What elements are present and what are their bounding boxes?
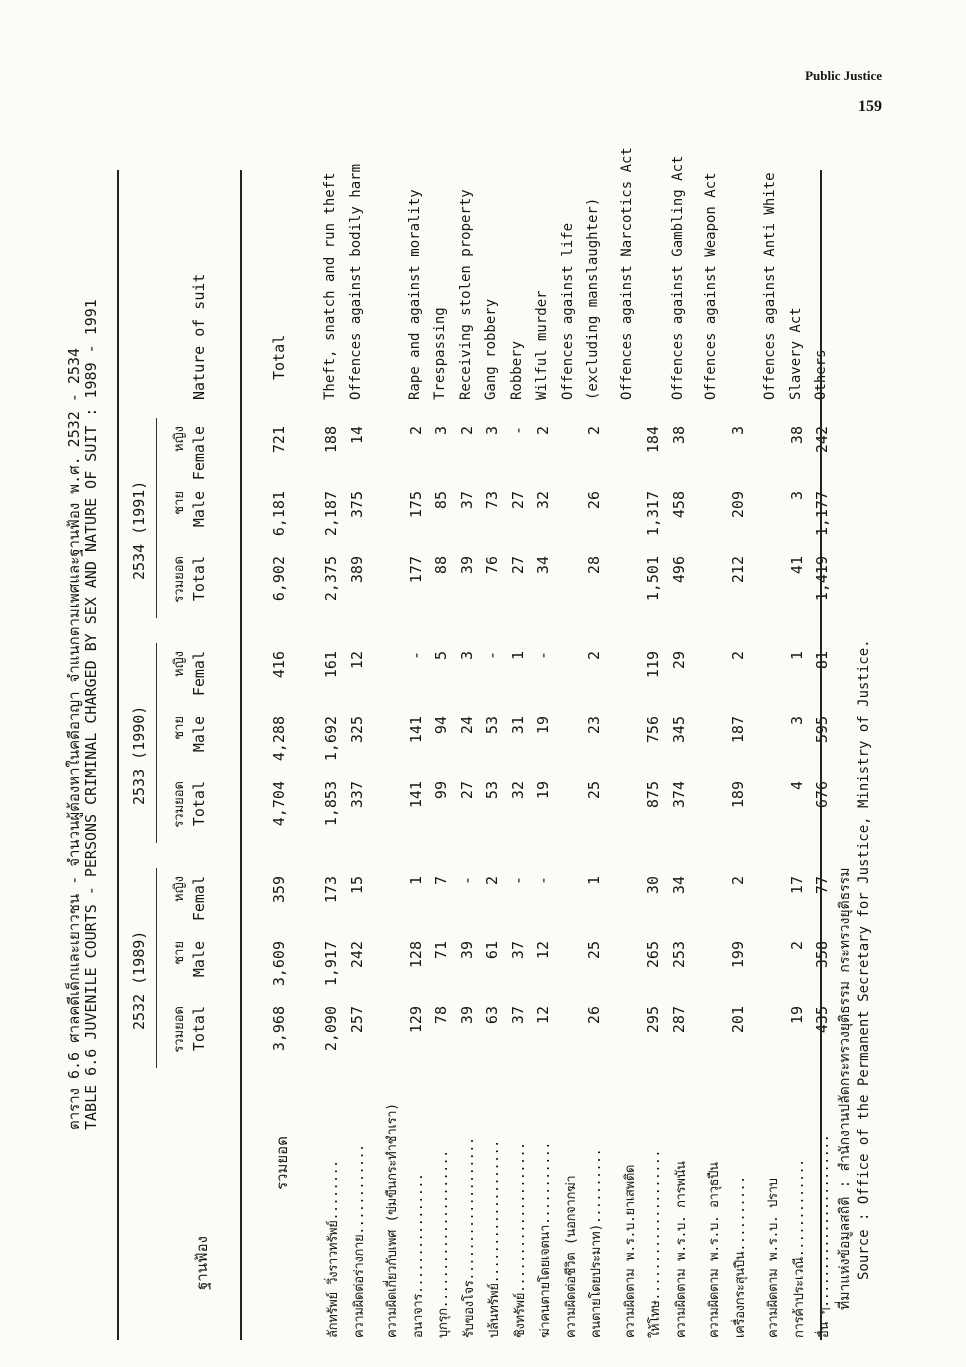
row-label-english: Slavery Act bbox=[787, 307, 804, 400]
table-cell: 27 bbox=[457, 781, 476, 800]
table-title-english: TABLE 6.6 JUVENILE COURTS - PERSONS CRIMINAL CHARGED BY SEX AND NATURE OF SUIT : 1989 - 1991 bbox=[82, 299, 100, 1130]
row-label-thai: ชิงทรัพย์.................... bbox=[512, 1142, 528, 1338]
row-label-english: Offences against Anti White bbox=[762, 172, 778, 400]
subhead-english: Male bbox=[190, 716, 208, 753]
table-cell: 177 bbox=[406, 556, 425, 584]
table-cell: - bbox=[483, 651, 501, 661]
table-cell: 2 bbox=[534, 426, 552, 436]
row-label-thai: ความผิดตาม พ.ร.บ.ยาเสพติด bbox=[622, 1164, 638, 1338]
table-cell: 1,853 bbox=[322, 781, 340, 827]
row-label-thai: รับของโจร................... bbox=[461, 1137, 477, 1338]
table-cell: 26 bbox=[585, 491, 603, 510]
rule-top bbox=[117, 170, 119, 1340]
table-cell: 30 bbox=[644, 876, 662, 895]
table-cell: 38 bbox=[669, 426, 688, 445]
table-cell: 53 bbox=[483, 716, 501, 735]
row-label-thai: อนาจาร................ bbox=[410, 1173, 426, 1338]
year-2534: 2534 (1991) bbox=[130, 480, 148, 580]
table-cell: 26 bbox=[585, 1006, 603, 1025]
subhead-english: Femal bbox=[190, 876, 208, 922]
subhead-thai: รวมยอด bbox=[172, 556, 187, 603]
table-cell: 32 bbox=[508, 781, 527, 800]
row-label-english: Receiving stolen property bbox=[457, 189, 474, 400]
table-cell: 4 bbox=[787, 781, 806, 791]
underline-2532 bbox=[156, 868, 157, 1068]
table-cell: 78 bbox=[432, 1006, 450, 1025]
table-cell: 19 bbox=[787, 1006, 806, 1025]
row-label-thai: ความผิดตาม พ.ร.บ. อาวุธปืน bbox=[707, 1162, 722, 1338]
row-label-english: Gang robbery bbox=[483, 298, 499, 400]
total-row-label-thai: รวมยอด bbox=[273, 1136, 291, 1190]
table-cell: 53 bbox=[483, 781, 501, 800]
table-cell: 37 bbox=[457, 491, 476, 510]
row-label-thai: ความผิดเกี่ยวกับเพศ (ข่มขืนกระทำชำเรา) bbox=[385, 1103, 400, 1338]
table-cell: 141 bbox=[406, 716, 425, 744]
table-cell: 435 bbox=[813, 1006, 831, 1034]
subhead-thai: หญิง bbox=[172, 876, 187, 902]
subhead-english: Total bbox=[190, 781, 208, 827]
row-label-english: Offences against Weapon Act bbox=[703, 172, 719, 400]
rule-bottom bbox=[820, 170, 822, 1340]
table-cell: 129 bbox=[406, 1006, 425, 1034]
table-cell: 2 bbox=[406, 426, 425, 436]
table-cell: 63 bbox=[483, 1006, 501, 1025]
running-header: Public Justice bbox=[805, 68, 882, 83]
row-label-thai: ฆ่าคนตายโดยเจตนา........... bbox=[538, 1142, 553, 1338]
table-cell: 345 bbox=[669, 716, 688, 744]
table-cell: 12 bbox=[534, 941, 552, 960]
table-cell: 209 bbox=[728, 491, 747, 519]
table-cell: 676 bbox=[813, 781, 831, 809]
table-cell: 1,692 bbox=[322, 716, 340, 762]
table-cell: 99 bbox=[432, 781, 450, 800]
table-cell: 2 bbox=[728, 876, 747, 886]
row-label-english: Wilful murder bbox=[534, 290, 550, 400]
table-cell: 1,317 bbox=[644, 491, 662, 537]
table-cell: 2 bbox=[483, 876, 501, 886]
table-cell: 212 bbox=[728, 556, 747, 584]
source-english: Source : Office of the Permanent Secretary for Justice, Ministry of Justice. bbox=[856, 639, 872, 1280]
table-cell: 2 bbox=[728, 651, 747, 661]
row-label-thai: คนตายโดยประมาท).......... bbox=[589, 1148, 604, 1338]
year-2533: 2533 (1990) bbox=[130, 705, 148, 805]
row-label-english: Rape and against morality bbox=[406, 189, 423, 400]
table-cell: 119 bbox=[644, 651, 662, 679]
table-cell: 41 bbox=[787, 556, 806, 575]
table-cell: 875 bbox=[644, 781, 662, 809]
table-cell: 5 bbox=[432, 651, 450, 661]
table-cell: 3 bbox=[432, 426, 450, 436]
table-cell: 2,375 bbox=[322, 556, 340, 602]
row-label-english: Theft, snatch and run theft bbox=[322, 172, 338, 400]
row-label-thai: ความผิดต่อร่างกาย............ bbox=[351, 1144, 367, 1338]
table-cell: 37 bbox=[508, 941, 527, 960]
table-cell: 416 bbox=[270, 651, 288, 679]
table-cell: 37 bbox=[508, 1006, 527, 1025]
table-cell: 756 bbox=[644, 716, 662, 744]
table-cell: 28 bbox=[585, 556, 603, 575]
table-cell: 2 bbox=[787, 941, 806, 951]
table-cell: 337 bbox=[347, 781, 366, 809]
table-cell: 2,090 bbox=[322, 1006, 340, 1052]
rule-header-bottom bbox=[240, 170, 242, 1340]
table-cell: 12 bbox=[534, 1006, 552, 1025]
table-cell: 2,187 bbox=[322, 491, 340, 537]
table-cell: 7 bbox=[432, 876, 450, 886]
row-label-thai: อื่น ๆ....................... bbox=[817, 1134, 832, 1338]
row-label-thai: ปล้นทรัพย์................... bbox=[487, 1140, 502, 1338]
table-cell: 3 bbox=[787, 491, 806, 501]
table-cell: 88 bbox=[432, 556, 450, 575]
subhead-thai: ชาย bbox=[172, 716, 187, 740]
table-cell: 94 bbox=[432, 716, 450, 735]
table-cell: 34 bbox=[669, 876, 688, 895]
table-cell: 173 bbox=[322, 876, 340, 904]
table-cell: 32 bbox=[534, 491, 552, 510]
rotated-table bbox=[60, 147, 900, 1340]
column-head-english: Nature of suit bbox=[190, 273, 208, 400]
table-title-thai: ตาราง 6.6 ศาลคดีเด็กและเยาวชน - จำนวนผู้ต้องหาในคดีอาญา จำแนกตามเพศและฐานฟ้อง พ.ศ. 2532 - 2534 bbox=[65, 347, 83, 1130]
table-cell: 189 bbox=[728, 781, 747, 809]
subhead-english: Male bbox=[190, 491, 208, 528]
table-cell: 257 bbox=[347, 1006, 366, 1034]
table-cell: 27 bbox=[508, 491, 527, 510]
row-label-english: Offences against Gambling Act bbox=[669, 155, 686, 400]
table-cell: 4,704 bbox=[270, 781, 288, 827]
table-cell: 34 bbox=[534, 556, 552, 575]
row-label-english: Others bbox=[813, 349, 829, 400]
subhead-thai: ชาย bbox=[172, 491, 187, 515]
table-cell: 1,419 bbox=[813, 556, 831, 602]
table-cell: - bbox=[508, 876, 527, 886]
row-label-thai: เครื่องกระสุนปืน.......... bbox=[732, 1176, 748, 1338]
table-cell: 6,181 bbox=[270, 491, 288, 537]
table-cell: 175 bbox=[406, 491, 425, 519]
source-thai: ที่มาแห่งข้อมูลสถิติ : สำนักงานปลัดกระทรวงยุติธรรม กระทรวงยุติธรรม bbox=[837, 867, 853, 1310]
row-label-thai: ความผิดตาม พ.ร.บ. การพนัน bbox=[673, 1161, 689, 1338]
table-cell: 71 bbox=[432, 941, 450, 960]
row-label-english: Robbery bbox=[508, 340, 525, 400]
column-head-thai: ฐานฟ้อง bbox=[193, 1236, 211, 1290]
total-row-label-english: Total bbox=[270, 334, 288, 380]
table-cell: 496 bbox=[669, 556, 688, 584]
table-cell: 27 bbox=[508, 556, 527, 575]
table-cell: 721 bbox=[270, 426, 288, 454]
table-cell: 1,501 bbox=[644, 556, 662, 602]
table-cell: 3 bbox=[728, 426, 747, 436]
subhead-english: Total bbox=[190, 556, 208, 602]
row-label-english: Trespassing bbox=[432, 307, 448, 400]
table-cell: 1,917 bbox=[322, 941, 340, 987]
row-label-thai: บุกรุก..................... bbox=[436, 1150, 451, 1338]
table-cell: 595 bbox=[813, 716, 831, 744]
table-cell: 458 bbox=[669, 491, 688, 519]
table-cell: 4,288 bbox=[270, 716, 288, 762]
table-cell: 85 bbox=[432, 491, 450, 510]
table-cell: 184 bbox=[644, 426, 662, 454]
table-cell: 19 bbox=[534, 716, 552, 735]
table-cell: 3 bbox=[457, 651, 476, 661]
row-label-thai: ความผิดต่อชีวิต (นอกจากฆ่า bbox=[563, 1175, 579, 1338]
table-cell: - bbox=[534, 651, 552, 661]
table-cell: 73 bbox=[483, 491, 501, 510]
subhead-thai: รวมยอด bbox=[172, 1006, 187, 1053]
table-cell: 39 bbox=[457, 556, 476, 575]
table-cell: 1 bbox=[585, 876, 603, 886]
table-cell: 31 bbox=[508, 716, 527, 735]
table-cell: 24 bbox=[457, 716, 476, 735]
year-2532: 2532 (1989) bbox=[130, 930, 148, 1030]
table-cell: 325 bbox=[347, 716, 366, 744]
table-cell: 242 bbox=[347, 941, 366, 969]
table-cell: 2 bbox=[457, 426, 476, 436]
table-cell: 358 bbox=[813, 941, 831, 969]
table-cell: 17 bbox=[787, 876, 806, 895]
table-cell: 19 bbox=[534, 781, 552, 800]
table-cell: 1 bbox=[787, 651, 806, 661]
table-cell: 3,609 bbox=[270, 941, 288, 987]
row-label-english: Offences against bodily harm bbox=[347, 163, 364, 400]
table-cell: 23 bbox=[585, 716, 603, 735]
table-cell: 39 bbox=[457, 1006, 476, 1025]
row-label-english: Offences against life bbox=[559, 222, 576, 400]
table-cell: 12 bbox=[347, 651, 366, 670]
table-cell: 1 bbox=[508, 651, 527, 661]
row-label-thai: ลักทรัพย์ วิ่งราวทรัพย์........ bbox=[326, 1160, 341, 1338]
table-cell: 295 bbox=[644, 1006, 662, 1034]
table-cell: - bbox=[508, 426, 527, 436]
table-cell: 61 bbox=[483, 941, 501, 960]
table-cell: 253 bbox=[669, 941, 688, 969]
row-label-thai: ความผิดตาม พ.ร.บ. ปราบ bbox=[766, 1178, 781, 1338]
subhead-english: Female bbox=[190, 426, 208, 481]
table-cell: 15 bbox=[347, 876, 366, 895]
table-cell: 375 bbox=[347, 491, 366, 519]
table-cell: 25 bbox=[585, 941, 603, 960]
subhead-thai: รวมยอด bbox=[172, 781, 187, 828]
table-cell: 265 bbox=[644, 941, 662, 969]
table-cell: 3 bbox=[483, 426, 501, 436]
page-number: 159 bbox=[858, 98, 882, 115]
table-cell: 81 bbox=[813, 651, 831, 670]
table-cell: 6,902 bbox=[270, 556, 288, 602]
table-cell: 38 bbox=[787, 426, 806, 445]
table-cell: 39 bbox=[457, 941, 476, 960]
table-cell: 187 bbox=[728, 716, 747, 744]
table-cell: 287 bbox=[669, 1006, 688, 1034]
table-cell: 2 bbox=[585, 651, 603, 661]
table-cell: 3,968 bbox=[270, 1006, 288, 1052]
table-cell: 77 bbox=[813, 876, 831, 895]
table-cell: 128 bbox=[406, 941, 425, 969]
underline-2534 bbox=[156, 418, 157, 618]
table-cell: 199 bbox=[728, 941, 747, 969]
table-cell: 374 bbox=[669, 781, 688, 809]
row-label-thai: การค้าประเวณี............. bbox=[791, 1159, 807, 1338]
table-cell: 161 bbox=[322, 651, 340, 679]
table-cell: 76 bbox=[483, 556, 501, 575]
table-cell: - bbox=[406, 651, 425, 661]
table-cell: 188 bbox=[322, 426, 340, 454]
table-cell: - bbox=[534, 876, 552, 886]
subhead-thai: ชาย bbox=[172, 941, 187, 965]
table-cell: - bbox=[457, 876, 476, 886]
subhead-thai: หญิง bbox=[172, 651, 187, 677]
table-cell: 242 bbox=[813, 426, 831, 454]
table-cell: 359 bbox=[270, 876, 288, 904]
table-cell: 14 bbox=[347, 426, 366, 445]
table-cell: 1 bbox=[406, 876, 425, 886]
table-cell: 25 bbox=[585, 781, 603, 800]
underline-2533 bbox=[156, 643, 157, 843]
table-cell: 201 bbox=[728, 1006, 747, 1034]
row-label-english: (excluding manslaughter) bbox=[585, 197, 601, 400]
subhead-english: Male bbox=[190, 941, 208, 978]
table-cell: 2 bbox=[585, 426, 603, 436]
subhead-thai: หญิง bbox=[172, 426, 187, 452]
table-cell: 3 bbox=[787, 716, 806, 726]
table-cell: 1,177 bbox=[813, 491, 831, 537]
row-label-thai: ให้โทษ.................... bbox=[648, 1149, 663, 1338]
row-label-english: Offences against Narcotics Act bbox=[618, 147, 635, 400]
table-cell: 29 bbox=[669, 651, 688, 670]
subhead-english: Total bbox=[190, 1006, 208, 1052]
subhead-english: Femal bbox=[190, 651, 208, 697]
table-cell: 389 bbox=[347, 556, 366, 584]
table-cell: 141 bbox=[406, 781, 425, 809]
